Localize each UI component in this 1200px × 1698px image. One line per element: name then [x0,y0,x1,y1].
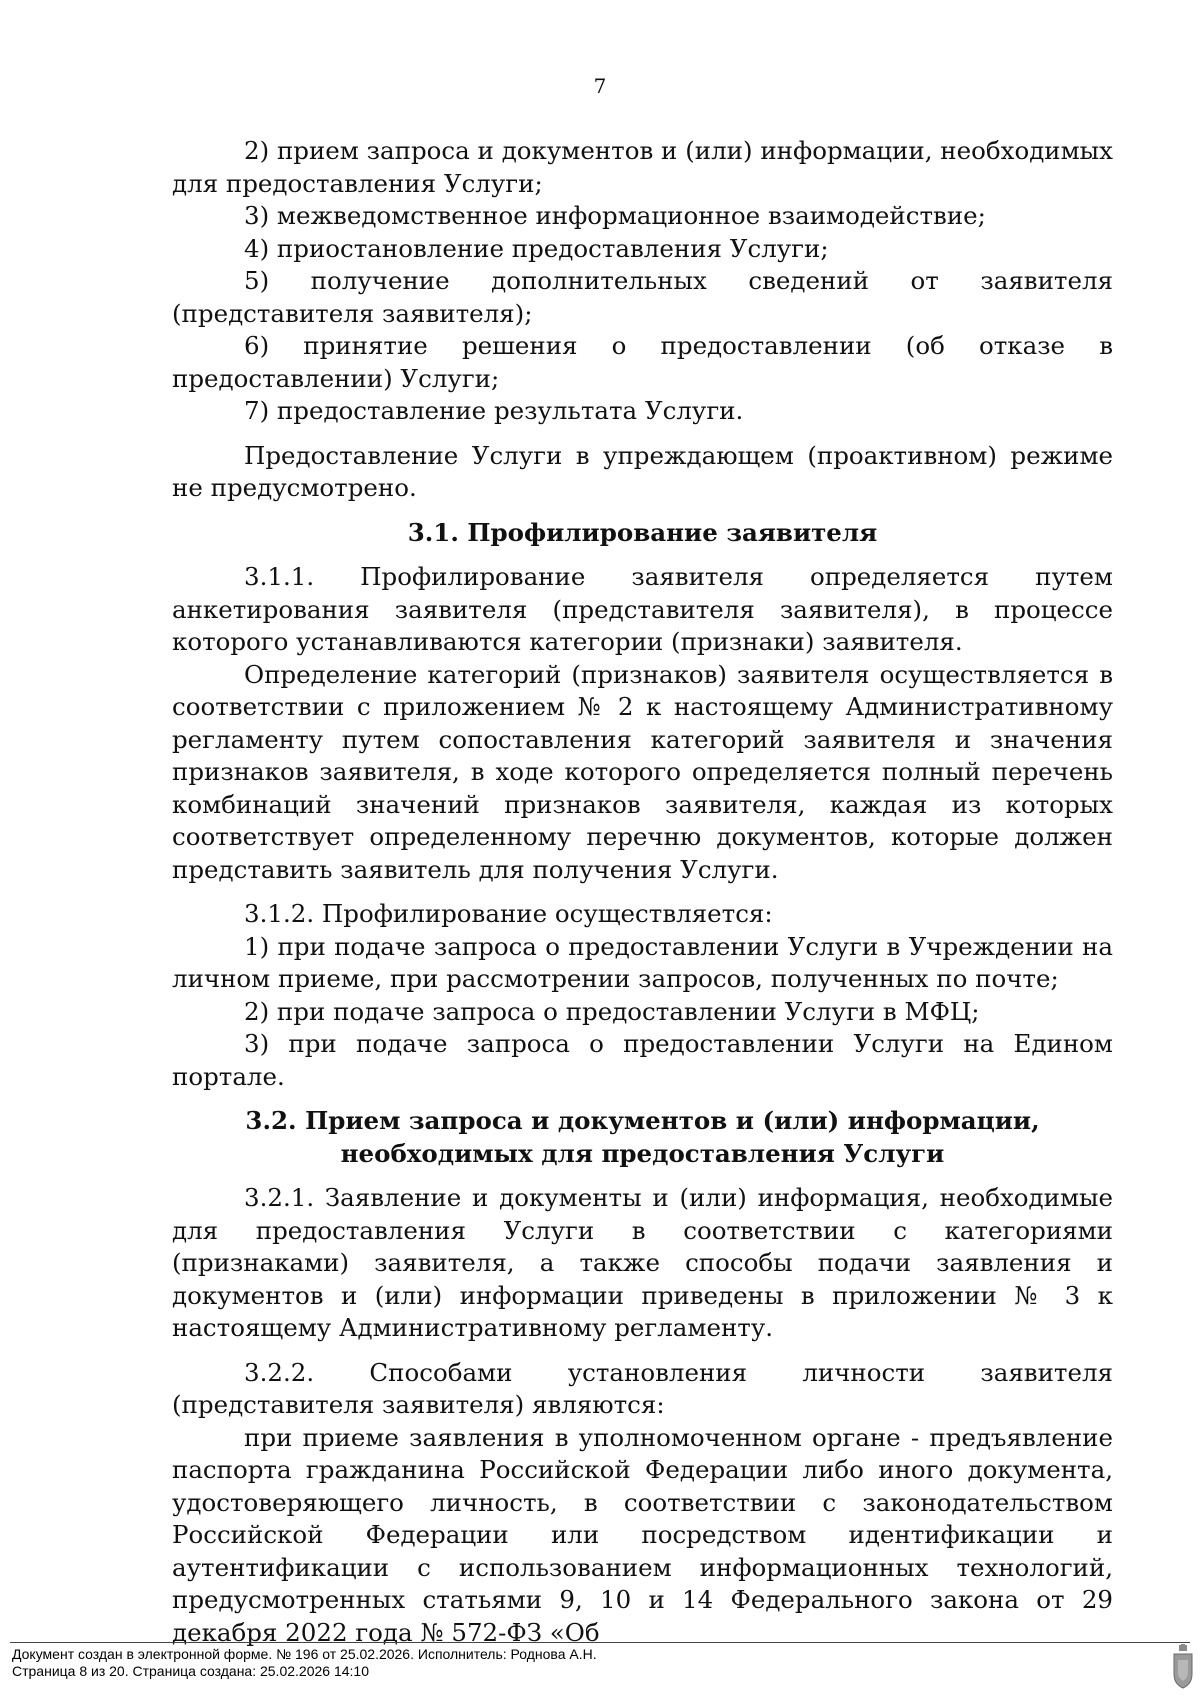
list-item: 2) прием запроса и документов и (или) информации, необходимых для предоставления Услуги; [172,136,1113,198]
section-heading: 3.2. Прием запроса и документов и (или) информации, необходимых для предоставления Услуги [245,1106,1040,1168]
paragraph: при приеме заявления в уполномоченном органе - предъявление паспорта гражданина Российской Федерации либо иного документа, удостоверяющего личность, в соответствии с законодательством Российской Федерации или посредством идентификации и аутентификации с использованием информационных технологий, предусмотренных статьями 9, 10 и 14 Федерального закона от 29 декабря 2022 года № 572-ФЗ «Об [172,1422,1113,1647]
paragraph: 3.1.2. Профилирование осуществляется: [244,899,773,928]
section-heading: 3.1. Профилирование заявителя [407,517,878,547]
list-item: 3) при подаче запроса о предоставлении Услуги на Едином портале. [172,1029,1113,1091]
list-item: 4) приостановление предоставления Услуги; [244,233,829,263]
list-item: 7) предоставление результата Услуги. [244,396,744,425]
list-item: 6) принятие решения о предоставлении (об отказе в предоставлении) Услуги; [172,331,1113,393]
list-item: 2) при подаче запроса о предоставлении Услуги в МФЦ; [244,996,980,1026]
footer-line: Документ создан в электронной форме. № 196 от 25.02.2026. Исполнитель: Роднова А.Н. [12,1646,597,1662]
paragraph: Предоставление Услуги в упреждающем (проактивном) режиме не предусмотрено. [172,440,1113,502]
footer-divider [10,1642,1190,1643]
paragraph: 3.2.1. Заявление и документы и (или) информация, необходимые для предоставления Услуги в соответствии с категориями (признаками) заявителя, а также способы подачи заявления и документов и (или) информации приведены в приложении № 3 к настоящему Административному регламенту. [172,1183,1113,1342]
paragraph: 3.1.1. Профилирование заявителя определяется путем анкетирования заявителя (представителя заявителя), в процессе которого устанавливаются категории (признаки) заявителя. [172,562,1113,656]
list-item: 1) при подаче запроса о предоставлении Услуги в Учреждении на личном приеме, при рассмотрении запросов, полученных по почте; [172,931,1113,993]
paragraph: Определение категорий (признаков) заявителя осуществляется в соответствии с приложением № 2 к настоящему Административному регламенту путем сопоставления категорий заявителя и значения признаков заявителя, в ходе которого определяется полный перечень комбинаций значений признаков заявителя, каждая из которых соответствует определенному перечню документов, которые должен представить заявитель для получения Услуги. [172,659,1113,884]
footer-line: Страница 8 из 20. Страница создана: 25.02.2026 14:10 [12,1663,369,1679]
document-footer [12,1646,1132,1680]
list-item: 5) получение дополнительных сведений от заявителя (представителя заявителя); [172,266,1113,328]
list-item: 3) межведомственное информационное взаимодействие; [244,201,986,230]
document-body [172,135,1113,1649]
page-number: 7 [593,74,607,98]
coat-of-arms-icon [1170,1644,1196,1690]
paragraph: 3.2.2. Способами установления личности заявителя (представителя заявителя) являются: [172,1357,1113,1419]
